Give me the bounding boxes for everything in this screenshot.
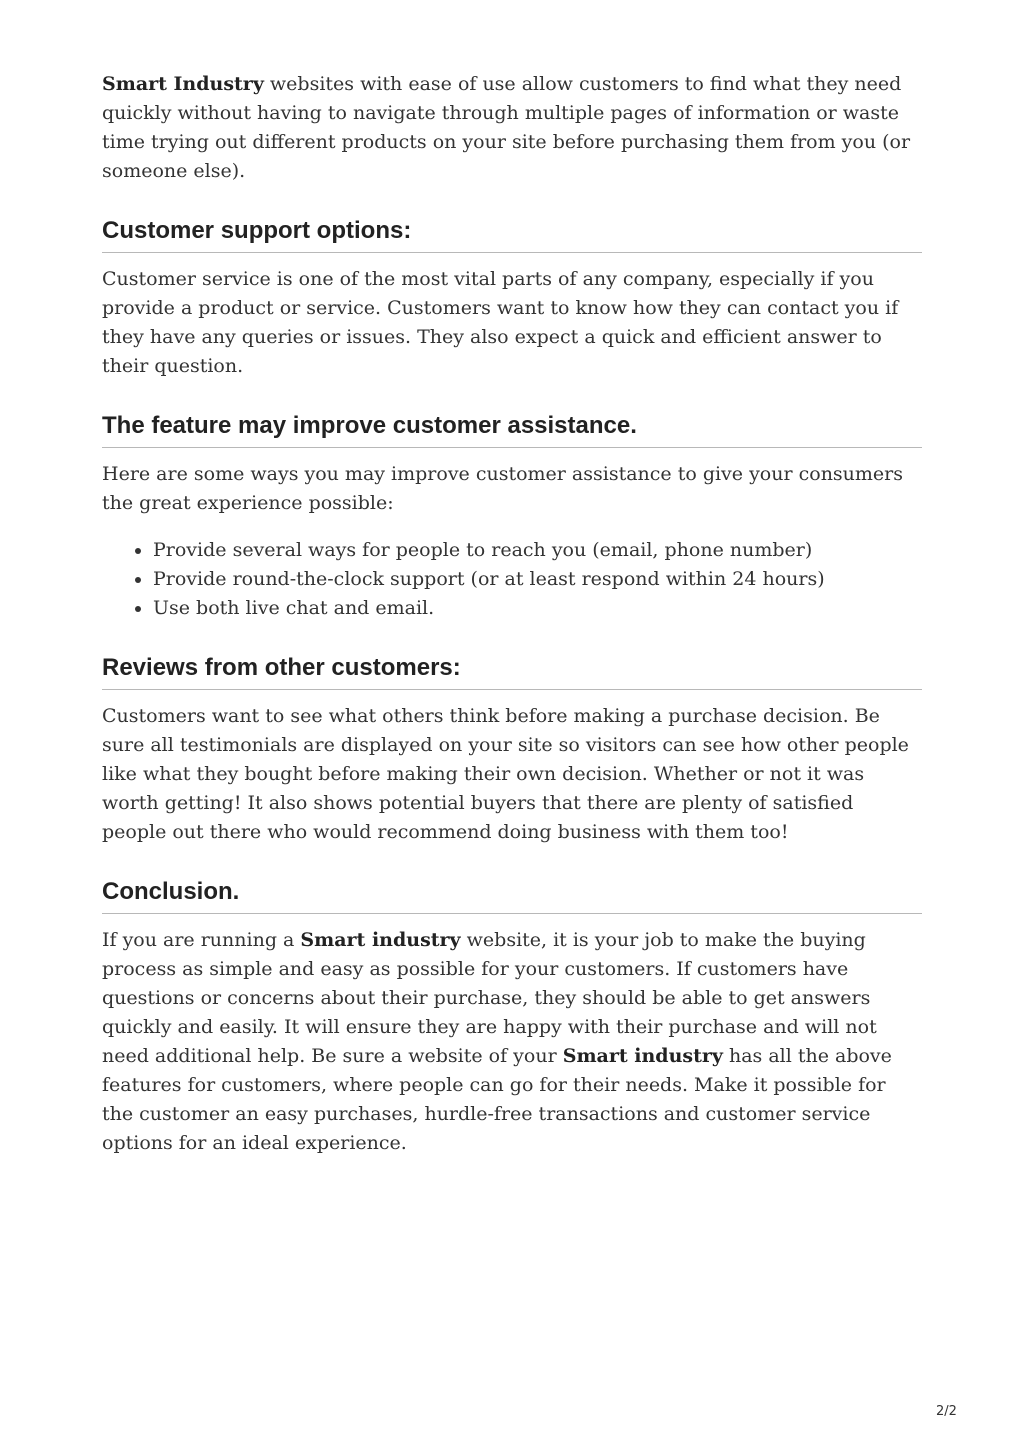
- heading-feature: The feature may improve customer assistance.: [102, 411, 922, 448]
- heading-reviews: Reviews from other customers:: [102, 653, 922, 690]
- conclusion-paragraph: [102, 926, 922, 1158]
- intro-bold-term: Smart Industry: [102, 73, 264, 95]
- heading-conclusion: Conclusion.: [102, 877, 922, 914]
- feature-paragraph: Here are some ways you may improve customer assistance to give your consumers the great experience possible:: [102, 463, 904, 514]
- feature-bullet-list: [102, 536, 922, 623]
- intro-paragraph: [102, 70, 922, 186]
- list-item: • Provide round-the-clock support (or at least respond within 24 hours): [153, 565, 922, 594]
- list-item: • Provide several ways for people to reach you (email, phone number): [153, 536, 922, 565]
- conclusion-text-2: website, it is your job to make the buying process as simple and easy as possible for your customers. If customers have questions or concerns about their purchase, they should be able to get answers quickly and easily. It will ensure they are happy with their purchase and will not need additional help. Be sure a website of your: [102, 929, 877, 1067]
- conclusion-bold-term-1: Smart industry: [300, 929, 461, 951]
- document-body: [102, 70, 922, 1158]
- conclusion-bold-term-2: Smart industry: [562, 1045, 723, 1067]
- conclusion-text-3: has all the above features for customers, where people can go for their needs. Make it possible for the customer an easy purchases, hurdle-free transactions and customer service options for an ideal experience.: [102, 1045, 892, 1154]
- page-number: 2/2: [936, 1404, 957, 1419]
- list-item: • Use both live chat and email.: [153, 594, 922, 623]
- support-paragraph: Customer service is one of the most vital parts of any company, especially if you provide a product or service. Customers want to know how they can contact you if they have any queries or issues. They also expect a quick and efficient answer to their question.: [102, 268, 899, 377]
- conclusion-text-1: If you are running a: [102, 929, 301, 951]
- reviews-paragraph: Customers want to see what others think before making a purchase decision. Be sure all testimonials are displayed on your site so visitors can see how other people like what they bought before making their own decision. Whether or not it was worth getting! It also shows potential buyers that there are plenty of satisfied people out there who would recommend doing business with them too!: [102, 705, 909, 843]
- intro-text: websites with ease of use allow customers to find what they need quickly without having to navigate through multiple pages of information or waste time trying out different products on your site before purchasing them from you (or someone else).: [102, 73, 911, 182]
- heading-customer-support: Customer support options:: [102, 216, 922, 253]
